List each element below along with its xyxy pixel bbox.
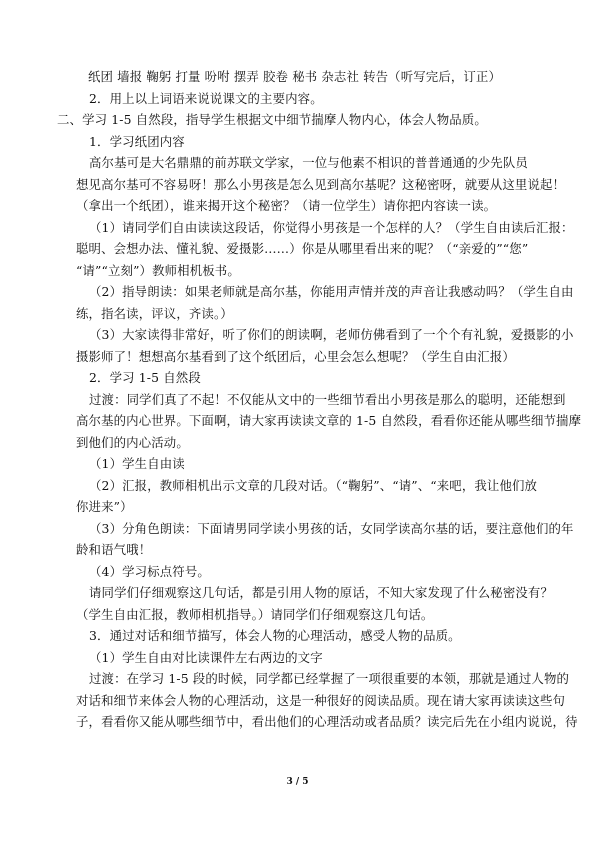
paragraph-line: 摄影师了！想想高尔基看到了这个纸团后，心里会怎么想呢？（学生自由汇报） <box>76 348 515 364</box>
paragraph-line: （3）大家读得非常好，听了你们的朗读啊，老师仿佛看到了一个个有礼貌，爱摄影的小 <box>89 327 574 342</box>
paragraph-line: 过渡：在学习 1-5 段的时候，同学都已经掌握了一项很重要的本领，那就是通过人物的 <box>89 671 570 686</box>
page-number: 3 / 5 <box>286 777 309 787</box>
subsection-heading: 1．学习纸团内容 <box>89 133 185 149</box>
paragraph-line: 想见高尔基可不容易呀！那么小男孩是怎么见到高尔基呢？这秘密呀，就要从这里说起！ <box>76 176 566 192</box>
paragraph-line: “请”“立刻”）教师相机板书。 <box>76 262 240 278</box>
document-body <box>57 66 582 733</box>
paragraph-line: （3）分角色朗读：下面请男同学读小男孩的话，女同学读高尔基的话，要注意他们的年 <box>89 520 574 536</box>
paragraph-line: （2）汇报，教师相机出示文章的几段对话。（“鞠躬”、“请”、“来吧，我让他们放 <box>89 477 538 493</box>
paragraph-line: 请同学们仔细观察这几句话，都是引用人物的原话，不知大家发现了什么秘密没有？ <box>89 585 554 600</box>
paragraph-line: （拿出一个纸团），谁来揭开这个秘密？（请一位学生）请你把内容读一读。 <box>76 198 497 213</box>
paragraph-line: （1）学生自由读 <box>89 456 185 471</box>
paragraph-line: （4）学习标点符号。 <box>89 563 210 579</box>
section-heading: 二、学习 1-5 自然段，指导学生根据文中细节揣摩人物内心，体会人物品质。 <box>57 112 487 127</box>
paragraph-line: 龄和语气哦！ <box>76 542 152 557</box>
paragraph-line: 你进来”） <box>76 499 133 514</box>
subsection-heading: 2．学习 1-5 自然段 <box>89 370 201 385</box>
vocab-line: 纸团 墙报 鞠躬 打量 吩咐 摆弄 胶卷 秘书 杂志社 转告（听写完后，订正） <box>88 69 502 84</box>
paragraph-line: 过渡：同学们真了不起！不仅能从文中的一些细节看出小男孩是那么的聪明，还能想到 <box>89 391 566 407</box>
paragraph-line: 对话和细节来体会人物的心理活动，这是一种很好的阅读品质。现在请大家再读读这些句 <box>76 692 566 708</box>
paragraph-line: （2）指导朗读：如果老师就是高尔基，你能用声情并茂的声音让我感动吗？（学生自由 <box>89 284 574 299</box>
paragraph-line: 2．用上以上词语来说说课文的主要内容。 <box>89 90 323 106</box>
paragraph-line: （学生自由汇报，教师相机指导。）请同学们仔细观察这几句话。 <box>76 606 434 622</box>
paragraph-line: 高尔基的内心世界。下面啊，请大家再读读文章的 1-5 自然段，看看你还能从哪些细节揣摩 <box>76 413 582 428</box>
paragraph-line: 子，看看你又能从哪些细节中，看出他们的心理活动或者品质？读完后先在小组内说说，待 <box>76 714 578 729</box>
paragraph-line: 聪明、会想办法、懂礼貌、爱摄影……）你是从哪里看出来的呢？（“亲爱的”“您” <box>76 241 529 256</box>
paragraph-line: （1）请同学们自由读读这段话，你觉得小男孩是一个怎样的人？（学生自由读后汇报： <box>89 219 574 235</box>
paragraph-line: 到他们的内心活动。 <box>76 434 189 450</box>
subsection-heading: 3．通过对话和细节描写，体会人物的心理活动，感受人物的品质。 <box>89 628 461 643</box>
paragraph-line: （1）学生自由对比读课件左右两边的文字 <box>89 649 323 665</box>
paragraph-line: 练，指名读，评议，齐读。） <box>76 305 233 321</box>
paragraph-line: 高尔基可是大名鼎鼎的前苏联文学家，一位与他素不相识的普普通通的少先队员 <box>89 155 528 170</box>
